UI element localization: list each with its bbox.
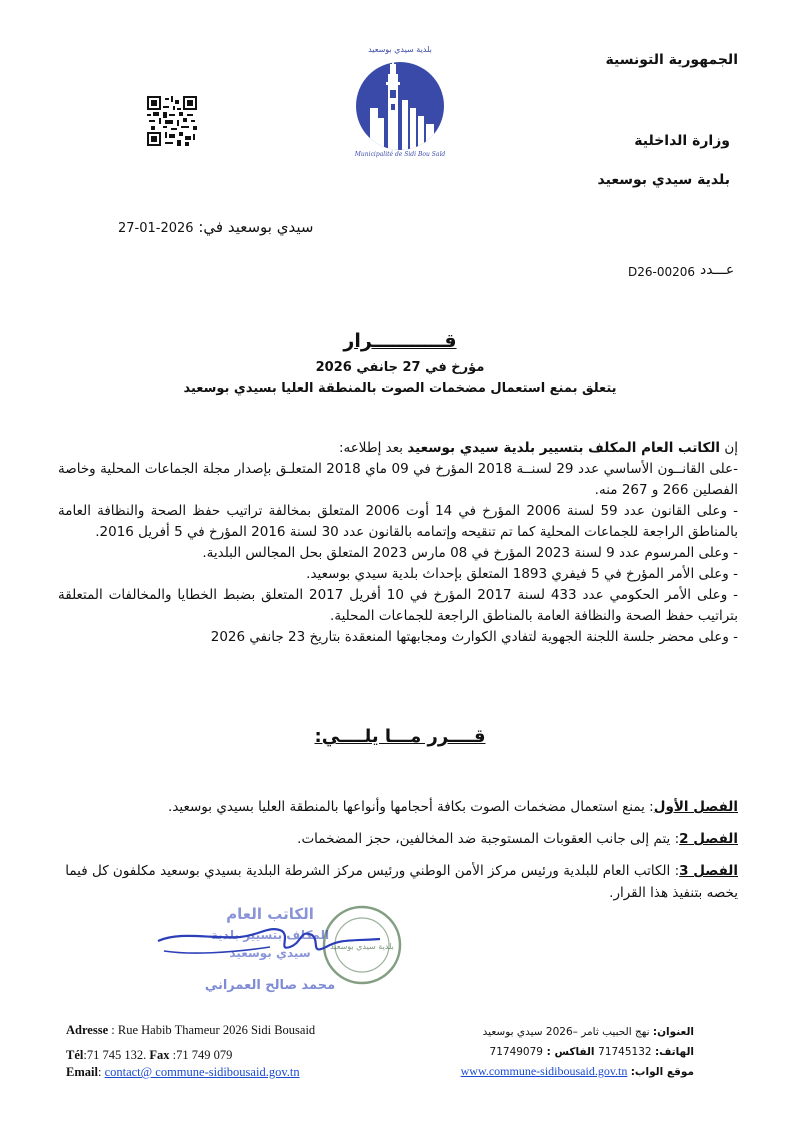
ar-phone-value: 71745132 [598,1046,655,1058]
footer-ar-web-row [461,1063,694,1081]
article-label: الفصل الأول [653,799,738,815]
preamble-intro [58,438,738,459]
date-label: سيدي بوسعيد في: [198,218,314,236]
decision-date: مؤرخ في 27 جانفي 2026 [315,360,485,375]
article-label: الفصل 2 [679,831,738,847]
article-text: : الكاتب العام للبلدية ورئيس مركز الأمن الوطني ورئيس مركز الشرطة البلدية بسيدي بوسعيد مكلفون كل فيما يخصه بتنفيذ هذا القرار. [65,863,738,901]
fax-value: :71 749 079 [169,1048,233,1062]
republic-name: الجمهورية التونسية [605,52,738,68]
footer-email-row [66,1064,315,1081]
stamp-line-1: الكاتب العام [226,905,314,923]
ar-fax-label: الفاكس : [542,1046,599,1058]
article-text: : يمنع استعمال مضخمات الصوت بكافة أحجامها وأنواعها بالمنطقة العليا بسيدي بوسعيد. [168,799,654,815]
fax-label: Fax [149,1048,170,1062]
ar-address-value: نهج الحبيب ثامر –2026 سيدي بوسعيد [482,1026,653,1038]
address-label: Adresse [66,1023,109,1037]
ar-phone-label: الهاتف: [654,1046,694,1058]
decided-heading: قــــرر مـــا يلــــي: [314,726,486,747]
date-value: 27-01-2026 [118,221,194,236]
decision-title: قـــــــــــرار [343,330,457,352]
website-link[interactable]: www.commune-sidibousaid.gov.tn [460,1064,628,1078]
qr-code [147,96,197,146]
article-1 [58,796,738,818]
logo-french-text: Municipalité de Sidi Bou Saïd [354,151,446,158]
intro-prefix: إن [724,440,738,456]
email-link[interactable]: contact@ commune-sidibousaid.gov.tn [104,1065,300,1079]
signatory-name: محمد صالح العمراني [204,978,336,993]
stamp-line-3: سيدي بوسعيد [229,946,311,960]
ministry-name: وزارة الداخلية [634,133,730,149]
ar-address-label: العنوان: [652,1026,694,1038]
logo-arabic-text: بلدية سيدي بوسعيد [368,45,432,54]
address-value: : Rue Habib Thameur 2026 Sidi Bousaid [108,1023,316,1037]
preamble-item: - وعلى محضر جلسة اللجنة الجهوية لتفادي الكوارث ومجابهتها المنعقدة بتاريخ 23 جانفي 2026 [210,629,738,645]
preamble-item: - وعلى الأمر الحكومي عدد 433 لسنة 2017 المؤرخ في 10 أفريل 2017 المتعلق بضبط الخطايا والمخالفات المتعلقة بتراتيب حفظ الصحة والنظافة العامة بالمناطق الراجعة للجماعات المحلية. [58,587,738,624]
decision-subject: يتعلق بمنع استعمال مضخمات الصوت بالمنطقة العليا بسيدي بوسعيد [183,381,617,396]
preamble-item: - وعلى القانون عدد 59 لسنة 2006 المؤرخ في 14 أوت 2006 المتعلق بمخالفة تراتيب حفظ الصحة والنظافة العامة بالمناطق الراجعة للجماعات المحلية كما تم تنقيحه وإتمامه بالقانون عدد 30 لسنة 2016 المؤرخ في 5 أفريل 2016. [58,503,738,540]
article-text: : يتم إلى جانب العقوبات المستوجبة ضد المخالفين، حجز المضخمات. [297,831,680,847]
email-sep: : [97,1065,105,1079]
intro-bold: الكاتب العام المكلف بتسيير بلدية سيدي بوسعيد [407,440,721,456]
tel-value: :71 745 132. [83,1048,150,1062]
email-label: Email [66,1065,98,1079]
stamp-line-2: المكلف بتسيير بلدية [210,928,330,942]
tel-label: Tél [66,1048,84,1062]
footer-french [66,1022,315,1081]
article-label: الفصل 3 [679,863,738,879]
signature-block [150,895,410,1005]
number-label: عـــدد [700,262,735,278]
article-2 [58,828,738,850]
footer-arabic [461,1024,694,1081]
intro-suffix: بعد إطلاعه: [338,440,404,456]
footer-ar-address-row [461,1024,694,1041]
date-line [118,218,313,236]
municipality-logo [340,38,460,158]
footer-phone-row [66,1047,315,1064]
preamble [58,438,738,648]
official-seal [324,907,400,983]
ar-web-label: موقع الواب: [630,1066,694,1078]
ar-fax-value: 71749079 [489,1046,543,1058]
municipality-name: بلدية سيدي بوسعيد [597,172,730,188]
number-value: D26-00206 [628,265,696,279]
footer-ar-phone-row [461,1044,694,1061]
preamble-item: -على القانــون الأساسي عدد 29 لسنــة 2018 المؤرخ في 09 ماي 2018 المتعلـق بإصدار مجلة الجماعات المحلية وخاصة الفصلين 266 و 267 منه. [58,461,738,498]
preamble-item: - وعلى الأمر المؤرخ في 5 فيفري 1893 المتعلق بإحداث بلدية سيدي بوسعيد. [306,566,738,582]
footer-address-row [66,1022,315,1039]
preamble-item: - وعلى المرسوم عدد 9 لسنة 2023 المؤرخ في 08 مارس 2023 المتعلق بحل المجالس البلدية. [202,545,738,561]
seal-text: بلدية سيدي بوسعيد [330,942,394,951]
